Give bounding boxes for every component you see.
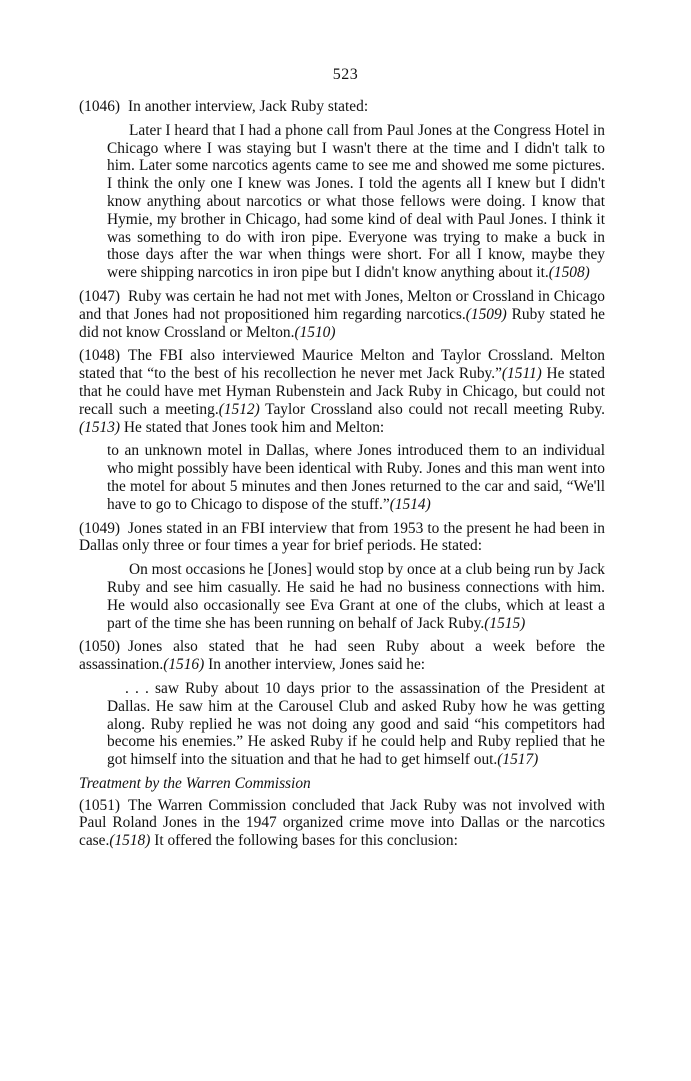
footnote-ref: (1512) xyxy=(218,400,260,418)
footnote-ref: (1516) xyxy=(163,656,205,674)
quote-text: to an unknown motel in Dallas, where Jones introduced them to an individual who might possibly have been identical with Ruby. Jones and this man went into the motel for about 5 minutes and then Jones returned to the car and said, “We'll have to go to Chicago to dispose of the stuff.” xyxy=(107,442,605,513)
paragraph-text: In another interview, Jack Ruby stated: xyxy=(128,98,369,115)
paragraph-text: Jones also stated that he had seen Ruby about a week before the assassination. xyxy=(79,638,605,674)
paragraph-text: The Warren Commission concluded that Jack Ruby was not involved with Paul Roland Jones in the 1947 organized crime move into Dallas or the narcotics case. xyxy=(79,796,605,850)
paragraph-text: Jones stated in an FBI interview that from 1953 to the present he had been in Dallas only three or four times a year for brief periods. He stated: xyxy=(79,519,605,555)
paragraph-number: (1050) xyxy=(79,638,121,656)
paragraph-1046 xyxy=(79,98,605,116)
footnote-ref: (1513) xyxy=(79,418,121,436)
paragraph-number: (1049) xyxy=(79,519,121,537)
footnote-ref: (1514) xyxy=(389,495,431,513)
paragraph-1051 xyxy=(79,797,605,850)
quote-text: . . . saw Ruby about 10 days prior to the assassination of the President at Dallas. He saw him at the Carousel Club and asked Ruby how he was getting along. Ruby replied he was not doing any good and said “his competitors had become his enemies.” He asked Ruby if he could help and Ruby replied that he got himself into the situation and that he had to get himself out. xyxy=(107,679,605,769)
paragraph-text: He stated that he could have met Hyman Rubenstein and Jack Ruby in Chicago, but could not recall such a meeting. xyxy=(79,365,605,418)
paragraph-text: Ruby was certain he had not met with Jones, Melton or Crossland in Chicago and that Jones had not propositioned him regarding narcotics. xyxy=(79,287,605,323)
paragraph-1049 xyxy=(79,520,605,556)
paragraph-text: Taylor Crossland also could not recall meeting Ruby. xyxy=(259,400,605,418)
footnote-ref: (1518) xyxy=(109,832,151,850)
page-number: 523 xyxy=(332,66,359,83)
block-quote-1046 xyxy=(107,122,605,282)
paragraph-1047 xyxy=(79,288,605,341)
block-quote-1049 xyxy=(107,561,605,632)
footnote-ref: (1509) xyxy=(465,305,507,323)
paragraph-number: (1047) xyxy=(79,287,121,305)
paragraph-number: (1051) xyxy=(79,796,121,814)
paragraph-number: (1046) xyxy=(79,98,121,115)
footnote-ref: (1511) xyxy=(501,365,542,383)
paragraph-text: Ruby stated he did not know Crossland or Melton. xyxy=(79,305,605,341)
paragraph-text: He stated that Jones took him and Melton: xyxy=(120,418,385,436)
quote-text: Later I heard that I had a phone call from Paul Jones at the Congress Hotel in Chicago where I was staying but I wasn't there at the time and I didn't talk to him. Later some narcotics agents came to see me and showed me some pictures. I think the only one I knew was Jones. I told the agents all I knew but I didn't know anything about narcotics or what those fellows were doing. I know that Hymie, my brother in Chicago, had some kind of deal with Paul Jones. I think it was something to do with iron pipe. Everyone was trying to make a buck in those days after the war when things were short. For all I know, maybe they were shipping narcotics in iron pipe but I didn't know anything about it. xyxy=(107,121,605,282)
block-quote-1048 xyxy=(107,442,605,513)
section-heading: Treatment by the Warren Commission xyxy=(79,774,311,792)
footnote-ref: (1517) xyxy=(497,751,539,769)
paragraph-1050 xyxy=(79,638,605,674)
footnote-ref: (1508) xyxy=(548,264,590,282)
block-quote-1050 xyxy=(107,680,605,769)
paragraph-text: The FBI also interviewed Maurice Melton and Taylor Crossland. Melton stated that “to the best of his recollection he never met Jack Ruby.” xyxy=(79,347,605,383)
footnote-ref: (1515) xyxy=(484,614,526,632)
paragraph-text: In another interview, Jones said he: xyxy=(204,656,426,674)
paragraph-1048 xyxy=(79,347,605,436)
paragraph-text: It offered the following bases for this conclusion: xyxy=(150,832,458,850)
paragraph-number: (1048) xyxy=(79,347,121,365)
quote-text: On most occasions he [Jones] would stop by once at a club being run by Jack Ruby and see him casually. He said he had no business connections with him. He would also occasionally see Eva Grant at one of the clubs, which at least a part of the time she has been running on behalf of Jack Ruby. xyxy=(107,561,605,632)
body-text xyxy=(79,98,605,856)
footnote-ref: (1510) xyxy=(294,323,336,341)
